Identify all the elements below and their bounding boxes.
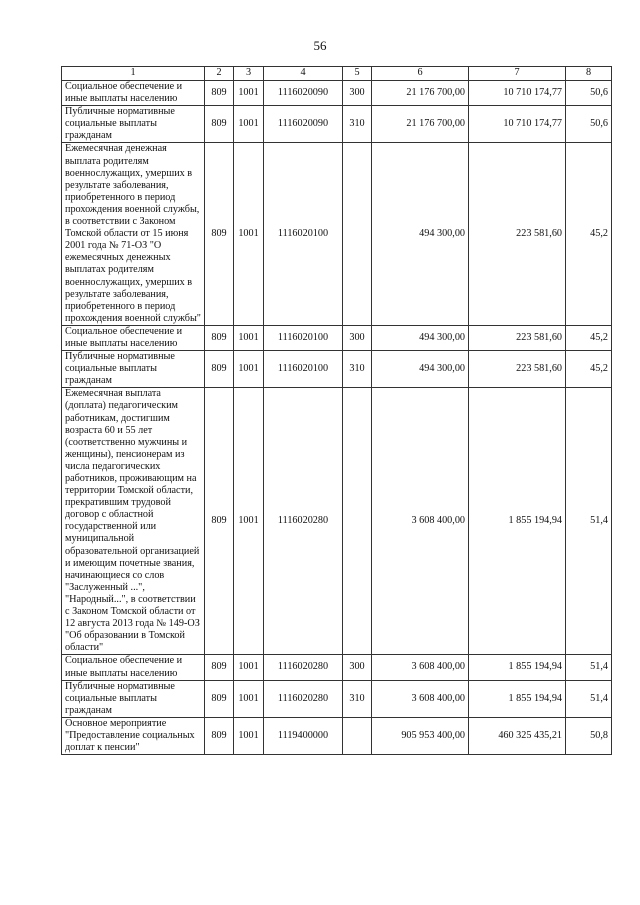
table-row (62, 81, 612, 106)
actual-amount: 1 855 194,94 (469, 655, 566, 680)
actual-amount: 1 855 194,94 (469, 388, 566, 655)
target-article-code: 1116020100 (264, 143, 343, 325)
execution-percent: 51,4 (566, 655, 612, 680)
expense-type-code: 310 (343, 351, 372, 388)
row-description: Социальное обеспечение и иные выплаты населению (62, 81, 205, 106)
expense-type-code: 300 (343, 81, 372, 106)
section-code: 1001 (234, 680, 264, 717)
table-row (62, 388, 612, 655)
expense-type-code: 310 (343, 106, 372, 143)
row-description: Ежемесячная выплата (доплата) педагогическим работникам, достигшим возраста 60 и 55 лет (соответственно мужчины и женщины), пенсионерам из числа педагогических работников, проживающим на территории Томской области, прекратившим трудовой договор с областной государственной или муниципальной образовательной организацией и имеющим почетные звания, начинающиеся со слов "Заслуженный ...", "Народный...", в соответствии с Законом Томской области от 12 августа 2013 года № 149-ОЗ "Об образовании в Томской области" (62, 388, 205, 655)
row-description: Социальное обеспечение и иные выплаты населению (62, 325, 205, 350)
target-article-code: 1116020100 (264, 325, 343, 350)
execution-percent: 50,8 (566, 717, 612, 754)
ministry-code: 809 (205, 680, 234, 717)
plan-amount: 494 300,00 (372, 325, 469, 350)
ministry-code: 809 (205, 81, 234, 106)
section-code: 1001 (234, 106, 264, 143)
page-number: 56 (313, 38, 327, 53)
execution-percent: 51,4 (566, 680, 612, 717)
table-header-row (62, 67, 612, 81)
section-code: 1001 (234, 717, 264, 754)
execution-percent: 45,2 (566, 351, 612, 388)
ministry-code: 809 (205, 325, 234, 350)
plan-amount: 494 300,00 (372, 351, 469, 388)
row-description: Публичные нормативные социальные выплаты гражданам (62, 106, 205, 143)
target-article-code: 1116020280 (264, 655, 343, 680)
row-description: Публичные нормативные социальные выплаты гражданам (62, 680, 205, 717)
target-article-code: 1116020090 (264, 81, 343, 106)
column-header: 4 (264, 67, 343, 81)
table-row (62, 655, 612, 680)
section-code: 1001 (234, 143, 264, 325)
ministry-code: 809 (205, 143, 234, 325)
actual-amount: 10 710 174,77 (469, 81, 566, 106)
ministry-code: 809 (205, 655, 234, 680)
expense-type-code: 300 (343, 325, 372, 350)
execution-percent: 50,6 (566, 106, 612, 143)
plan-amount: 3 608 400,00 (372, 388, 469, 655)
section-code: 1001 (234, 325, 264, 350)
plan-amount: 905 953 400,00 (372, 717, 469, 754)
actual-amount: 10 710 174,77 (469, 106, 566, 143)
plan-amount: 494 300,00 (372, 143, 469, 325)
row-description: Ежемесячная денежная выплата родителям военнослужащих, умерших в результате заболевания, приобретенного в период прохождения военной службы, в соответствии с Законом Томской области от 15 июня 2001 года № 71-ОЗ "О ежемесячных денежных выплатах родителям военнослужащих, умерших в результате заболевания, приобретенного в период прохождения военной службы" (62, 143, 205, 325)
expense-type-code: 300 (343, 655, 372, 680)
execution-percent: 50,6 (566, 81, 612, 106)
table-row (62, 325, 612, 350)
ministry-code: 809 (205, 351, 234, 388)
ministry-code: 809 (205, 388, 234, 655)
column-header: 7 (469, 67, 566, 81)
expense-type-code (343, 717, 372, 754)
column-header: 3 (234, 67, 264, 81)
plan-amount: 3 608 400,00 (372, 680, 469, 717)
target-article-code: 1116020280 (264, 680, 343, 717)
row-description: Социальное обеспечение и иные выплаты населению (62, 655, 205, 680)
row-description: Публичные нормативные социальные выплаты гражданам (62, 351, 205, 388)
column-header: 6 (372, 67, 469, 81)
table-row (62, 680, 612, 717)
ministry-code: 809 (205, 106, 234, 143)
column-header: 5 (343, 67, 372, 81)
execution-percent: 45,2 (566, 325, 612, 350)
plan-amount: 3 608 400,00 (372, 655, 469, 680)
target-article-code: 1116020100 (264, 351, 343, 388)
target-article-code: 1116020280 (264, 388, 343, 655)
section-code: 1001 (234, 655, 264, 680)
target-article-code: 1116020090 (264, 106, 343, 143)
section-code: 1001 (234, 388, 264, 655)
ministry-code: 809 (205, 717, 234, 754)
expense-type-code: 310 (343, 680, 372, 717)
expense-type-code (343, 143, 372, 325)
actual-amount: 223 581,60 (469, 325, 566, 350)
expense-type-code (343, 388, 372, 655)
column-header: 1 (62, 67, 205, 81)
row-description: Основное мероприятие "Предоставление социальных доплат к пенсии" (62, 717, 205, 754)
plan-amount: 21 176 700,00 (372, 106, 469, 143)
actual-amount: 223 581,60 (469, 351, 566, 388)
section-code: 1001 (234, 81, 264, 106)
table-row (62, 717, 612, 754)
column-header: 8 (566, 67, 612, 81)
execution-percent: 51,4 (566, 388, 612, 655)
actual-amount: 1 855 194,94 (469, 680, 566, 717)
execution-percent: 45,2 (566, 143, 612, 325)
table-row (62, 143, 612, 325)
actual-amount: 460 325 435,21 (469, 717, 566, 754)
actual-amount: 223 581,60 (469, 143, 566, 325)
section-code: 1001 (234, 351, 264, 388)
table-row (62, 106, 612, 143)
budget-table (61, 66, 612, 755)
table-row (62, 351, 612, 388)
plan-amount: 21 176 700,00 (372, 81, 469, 106)
target-article-code: 1119400000 (264, 717, 343, 754)
column-header: 2 (205, 67, 234, 81)
